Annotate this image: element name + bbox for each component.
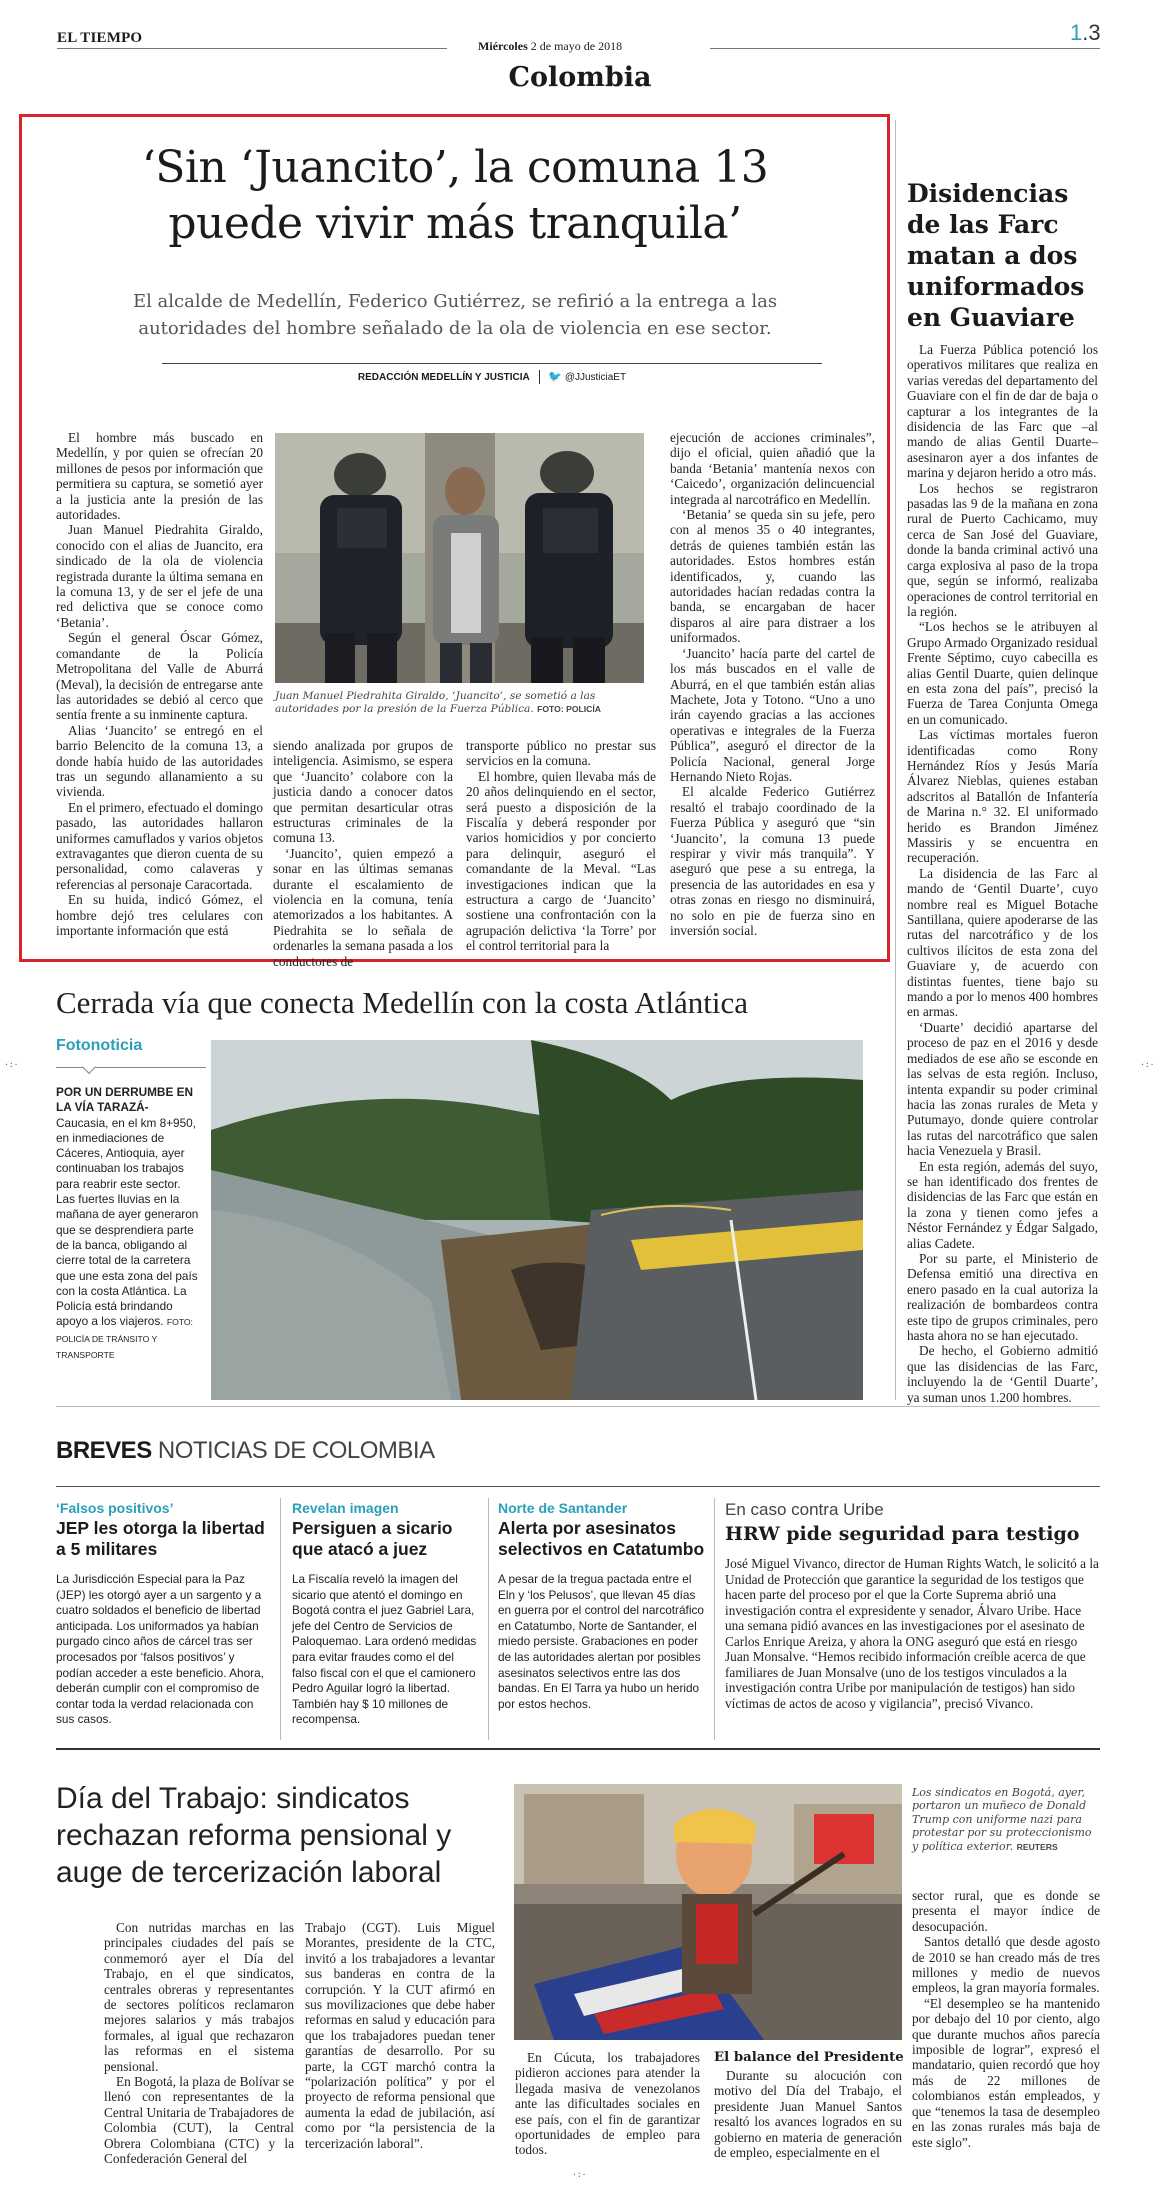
paragraph: Con nutridas marchas en las principales ciudades del país se conmemoró ayer el Día del Trabajo, en el que sindicatos, centrales obreras y representantes de sectores políticos reclamaron mejores salarios y más trabajos formales, al igual que rechazaron las reformas en el sistema pensional. (104, 1920, 294, 2074)
landslide-photo (211, 1040, 863, 1400)
main-col-2 (263, 738, 453, 969)
protest-photo-caption (912, 1786, 1100, 1854)
paragraph: El alcalde Federico Gutiérrez resaltó el trabajo coordinado de la Fuerza Pública y aseguró que “sin ‘Juancito’, la comuna 13 puede respirar y vivir más tranquila”. Y aseguró que pese a su entrega, la presencia de las autoridades en esa y otras zonas en riesgo no disminuirá, no solo en pie de fuerza sino en inversión social. (670, 784, 875, 938)
main-photo-caption (275, 690, 644, 716)
protest-photo (514, 1784, 902, 2040)
photo-news-text (56, 1085, 202, 1363)
kicker-notch (82, 1060, 96, 1074)
paragraph: La disidencia de las Farc al mando de ‘Gentil Duarte’, cuyo nombre real es Miguel Botache Santillana, quiere apoderarse de las rutas del narcotráfico y de los cultivos ilícitos de esta zona del Guaviare y, de acuerdo con distintas fuentes, tiene bajo su mando a por lo menos 400 hombres en armas. (907, 865, 1098, 1020)
breves-label-rest: NOTICIAS DE COLOMBIA (151, 1437, 435, 1464)
page-number (1070, 20, 1101, 46)
breve-divider (488, 1498, 489, 1740)
photo-news-headline: Cerrada vía que conecta Medellín con la costa Atlántica (56, 985, 749, 1020)
breve-body: José Miguel Vivanco, director de Human Rights Watch, le solicitó a la Unidad de Protección que garantice la seguridad de los testigos que hacen parte del proceso por el que la Corte Suprema abrió una investigación contra el expresidente y senador, Álvaro Uribe. Hace una semana pidió avances en las investigaciones por el asesinato de Carlos Enrique Areiza, y ahora la ONG aseguró que está en riesgo Juan Monsalve. “Hemos recibido información creíble acerca de que familiares de Juan Monsalve (uno de los testigos vinculados a la investigación contra Uribe por manipulación de testigos) han sido víctimas de actos de acoso y vigilancia”, precisó Vivanco. (725, 1556, 1099, 1711)
breves-label (56, 1437, 435, 1465)
breve-item (56, 1500, 271, 1728)
breve-body: A pesar de la tregua pactada entre el Eln y ‘los Pelusos’, que llevan 45 días en guerra por el control del narcotráfico en Catatumbo, Norte de Santander, el miedo persiste. Grabaciones en poder de las autoridades alertan por posibles asesinatos selectivos entre las dos bandas. En El Tarra ya hubo un herido por estos hechos. (498, 1572, 704, 1711)
byline (162, 370, 822, 384)
main-headline-line1: ‘Sin ‘Juancito’, la comuna 13 (141, 142, 769, 193)
paragraph: “Los hechos se le atribuyen al Grupo Armado Organizado residual Frente Séptimo, cuyo cabecilla es alias Gentil Duarte, quien delinque en esta zona del país”, precisó la Fuerza de Tarea Conjunta Omega en un comunicado. (907, 619, 1098, 727)
labor-col-4 (714, 2068, 902, 2160)
sidebar-headline-line: uniformados (907, 272, 1085, 301)
labor-headline-line: auge de tercerización laboral (56, 1856, 442, 1889)
registration-mark: ·:· (4, 1060, 19, 1069)
labor-headline-line: rechazan reforma pensional y (56, 1819, 452, 1852)
registration-mark: ·:· (572, 2170, 587, 2179)
main-headline-line2: puede vivir más tranquila’ (168, 198, 742, 249)
page-prefix: 1 (1070, 20, 1083, 45)
paragraph: ejecución de acciones criminales”, dijo el oficial, quien añadió que la banda ‘Betania’ mantenía nexos con ‘Caicedo’, organización delincuencial integrada al narcotráfico en Medellín. (670, 430, 875, 507)
paragraph: ‘Betania’ se queda sin su jefe, pero con al menos 35 o 40 integrantes, detrás de quienes también están las autoridades. Estos hombres están identificados, y, cuando las autoridades hacían redadas contra la banda, se encargaban de hacer disparos al aire para distraer a los uniformados. (670, 507, 875, 646)
page-date (478, 39, 622, 54)
paragraph: En esta región, además del suyo, se han identificado dos frentes de disidencias de las Farc que están en la zona y tienen como jefes a Néstor Fernández y Édgar Salgado, alias Cadete. (907, 1158, 1098, 1251)
photo-news-body: Caucasia, en el km 8+950, en inmediaciones de Cáceres, Antioquia, ayer continuaban los trabajos para reabrir este sector. Las fuertes lluvias en la mañana de ayer generaron que se desprendiera parte de la banca, obligando al cierre total de la carretera que une esta zona del país con la costa Atlántica. La Policía está brindando apoyo a los viajeros. (56, 1115, 199, 1329)
section-title: Colombia (508, 62, 652, 93)
registration-mark: ·:· (1140, 1060, 1155, 1069)
sidebar-headline-line: en Guaviare (907, 303, 1075, 332)
byline-text: REDACCIÓN MEDELLÍN Y JUSTICIA (357, 372, 530, 383)
photo-news-lead-title: POR UN DERRUMBE EN LA VÍA TARAZÁ- (56, 1085, 193, 1115)
paragraph: ‘Duarte’ decidió apartarse del proceso de paz en el 2016 y desde mediados de ese año se esconde en las selvas de esta región. Incluso, intenta expandir su poder criminal hacia las zonas rurales de Meta y Putumayo, donde quiere controlar las rutas del narcotráfico que salen hacia Venezuela y Brasil. (907, 1019, 1098, 1159)
caption-text: Juan Manuel Piedrahita Giraldo, ‘Juancito’, se sometió a las autoridades por la presión de la Fuerza Pública. (275, 690, 596, 715)
paragraph: En su huida, indicó Gómez, el hombre dejó tres celulares con importante información que está (56, 892, 263, 938)
masthead-rule-right (710, 48, 1100, 49)
breve-kicker: Norte de Santander (498, 1500, 628, 1516)
paper-logo: EL TIEMPO (57, 30, 143, 46)
paragraph: Durante su alocución con motivo del Día del Trabajo, el presidente Juan Manuel Santos resaltó los avances logrados en su gobierno en materia de generación de empleo, especialmente en el (714, 2068, 902, 2161)
date-rest: 2 de mayo de 2018 (527, 39, 623, 53)
paragraph: Juan Manuel Piedrahita Giraldo, conocido con el alias de Juancito, era sindicado de la ola de violencia registrada durante la última semana en la comuna 13, y de ser el jefe de una red delictiva que se conoce como ‘Betania’. (56, 522, 263, 630)
paragraph: Santos detalló que desde agosto de 2010 se han creado más de tres millones y medio de nuevos empleos, la gran mayoría formales. (912, 1934, 1100, 1996)
labor-headline (56, 1780, 506, 1891)
caption-credit: REUTERS (1016, 1841, 1058, 1852)
byline-divider (539, 370, 540, 384)
breve-kicker: ‘Falsos positivos’ (56, 1500, 174, 1516)
labor-col-2 (305, 1920, 495, 2160)
breves-bottom-rule (56, 1748, 1100, 1750)
paragraph: “El desempleo se ha mantenido por debajo del 10 por ciento, algo que durante muchos años parecía imposible de lograr”, expresó el mandatario, quien recordó que hoy más de 22 millones de colombianos están empleados, y que “tenemos la tasa de desempleo en las zonas rurales más baja de este siglo”. (912, 1995, 1100, 2150)
paragraph: Por su parte, el Ministerio de Defensa emitió una directiva en enero pasado en la cual autoriza la realización de bombardeos contra este tipo de grupos criminales, pero hasta ahora no se han ejecutado. (907, 1250, 1098, 1343)
sidebar-headline (907, 178, 1107, 333)
twitter-icon: 🐦 (548, 371, 563, 383)
paragraph: transporte público no prestar sus servicios en la comuna. (466, 738, 656, 769)
paragraph: siendo analizada por grupos de inteligencia. Asimismo, se espera que ‘Juancito’ colabore con la justicia dando a conocer datos que permitan desarticular otras estructuras criminales de la comuna 13. (273, 738, 453, 846)
sidebar-headline-line: matan a dos (907, 241, 1078, 270)
photo-news-bottom-rule (56, 1406, 1100, 1407)
main-dek (40, 288, 870, 342)
paragraph: ‘Juancito’ hacía parte del cartel de los más buscados en el valle de Aburrá, en el que también están alias Machete, Jota y Totono. “Uno a uno irán cayendo gracias a las acciones operativas e integrales de la Fuerza Pública”, aseguró el director de la Policía Nacional, general Jorge Hernando Nieto Rojas. (670, 645, 875, 784)
main-col-4 (670, 430, 875, 950)
paragraph: Los hechos se registraron pasadas las 9 de la mañana en zona rural de Puerto Cachicamo, muy cerca de San José del Guaviare, donde la banda criminal activó una carga explosiva al paso de la tropa que, según se informó, realizaba operaciones de control territorial en la región. (907, 480, 1098, 619)
labor-headline-line: Día del Trabajo: sindicatos (56, 1782, 410, 1815)
breve-divider (280, 1498, 281, 1740)
labor-col-3 (515, 2050, 700, 2160)
paragraph: Trabajo (CGT). Luis Miguel Morantes, presidente de la CTC, invitó a los trabajadores a levantar sus banderas en contra de la corrupción. Y la CUT afirmó en sus movilizaciones que debe haber reformas en salud y educación para que los trabajadores puedan tener garantías de desarrollo. Por su parte, la CGT marchó contra la “polarización política” y por el proyecto de reforma pensional que aumenta la edad de jubilación, así como por “la persistencia de la tercerización laboral”. (305, 1920, 495, 2151)
paragraph: El hombre más buscado en Medellín, y por quien se ofrecían 20 millones de pesos por información que permitiera su captura, se sometió ayer a la justicia ante la presión de las autoridades. (56, 430, 263, 523)
main-dek-line2: autoridades del hombre señalado de la ola de violencia en ese sector. (138, 318, 772, 339)
paragraph: En el primero, efectuado el domingo pasado, las autoridades hallaron uniformes camuflados y varios objetos extravagantes que dieron cuenta de su personalidad, como calaveras y referencias al personaje Caracortada. (56, 799, 263, 892)
main-headline (30, 140, 880, 252)
byline-rule-top (162, 363, 822, 364)
breves-rule (56, 1486, 1100, 1487)
paragraph: La Fuerza Pública potenció los operativos militares que realiza en varias veredas del departamento del Guaviare con el fin de dar de baja o capturar a los integrantes de la disidencia de las Farc que –al mando de alias Gentil Duarte– asesinaron ayer a dos infantes de marina y dejaron herido a otro más. (907, 342, 1098, 481)
sidebar-body (907, 342, 1098, 1405)
paragraph: sector rural, que es donde se presenta el mayor índice de desocupación. (912, 1888, 1100, 1934)
sidebar-divider (895, 120, 896, 1400)
paragraph: Según el general Óscar Gómez, comandante de la Policía Metropolitana del Valle de Aburrá (Meval), la decisión de entregarse ante las autoridades se debió al cerco que sentía frente a su inminente captura. (56, 630, 263, 723)
sidebar-headline-line: Disidencias (907, 179, 1069, 208)
caption-credit: FOTO: POLICÍA (537, 704, 601, 714)
main-col-1 (56, 430, 263, 950)
breves-label-bold: BREVES (56, 1437, 152, 1464)
breve-title: Persiguen a sicario que atacó a juez (292, 1518, 453, 1559)
caption-text: Los sindicatos en Bogotá, ayer, portaron un muñeco de Donald Trump con uniforme nazi para protestar por su proteccionismo y política exterior. (912, 1786, 1092, 1853)
breve-item (498, 1500, 708, 1712)
breve-kicker: En caso contra Uribe (725, 1500, 884, 1519)
photo-news-credit: FOTO: POLICÍA DE TRÁNSITO Y TRANSPORTE (56, 1317, 193, 1361)
breve-item (292, 1500, 482, 1728)
breve-title: JEP les otorga la libertad a 5 militares (56, 1518, 265, 1559)
paragraph: En Bogotá, la plaza de Bolívar se llenó con representantes de la Central Unitaria de Trabajadores de Colombia (CUT), la Central Obrera Colombiana (CTC) y la Confederación General del (104, 2074, 294, 2167)
main-photo (275, 433, 644, 683)
masthead-rule-left (57, 48, 447, 49)
main-dek-line1: El alcalde de Medellín, Federico Gutiérrez, se refirió a la entrega a las (132, 291, 778, 312)
paragraph: Alias ‘Juancito’ se entregó en el barrio Belencito de la comuna 13, a donde había huido de las autoridades tras un segundo allanamiento a su vivienda. (56, 722, 263, 800)
paragraph: En Cúcuta, los trabajadores pidieron acciones para atender la llegada masiva de venezolanos ante las dificultades sociales en ese país, con el fin de garantizar oportunidades de empleo para todos. (515, 2050, 700, 2158)
breve-title: HRW pide seguridad para testigo (725, 1523, 1080, 1545)
labor-subhead: El balance del Presidente (714, 2050, 904, 2065)
photo-news-kicker: Fotonoticia (56, 1037, 143, 1054)
breve-kicker: Revelan imagen (292, 1500, 399, 1516)
twitter-handle[interactable]: @JJusticiaET (564, 372, 627, 383)
breve-divider (714, 1498, 715, 1740)
main-col-3 (466, 738, 656, 953)
breve-title: Alerta por asesinatos selectivos en Catatumbo (498, 1518, 705, 1559)
page-number-value: .3 (1082, 20, 1101, 45)
paragraph: El hombre, quien llevaba más de 20 años delinquiendo en el sector, será puesto a disposición de la Fiscalía y deberá responder por varios homicidios y por concierto para delinquir, aseguró el comandante de la Meval. “Las investigaciones indican que la estructura a cargo de ‘Juancito’ sostiene una confrontación con la agrupación delictiva ‘la Torre’ por el control territorial para la (466, 768, 656, 954)
paragraph: Las víctimas mortales fueron identificadas como Rony Hernández Ríos y Jesús María Álvarez Nieblas, quienes estaban adscritos al Batallón de Infantería de Marina n.° 32. El uniformado herido es Brandon Jiménez Massiris y se encuentra en recuperación. (907, 727, 1098, 866)
paragraph: ‘Juancito’, quien empezó a sonar en las últimas semanas durante el escalamiento de violencia en la comuna, tenía atemorizados a los habitantes. A Piedrahita se lo señala de ordenarles la semana pasada a los conductores de (273, 845, 453, 969)
labor-col-5 (912, 1888, 1100, 2163)
breve-body: La Fiscalía reveló la imagen del sicario que atentó el domingo en Bogotá contra el juez Gabriel Lara, jefe del Centro de Servicios de Paloquemao. Lara ordenó medidas para evitar fraudes como el del falso fiscal con el que el camionero Pedro Aguilar logró la libertad. También hay $ 10 millones de recompensa. (292, 1572, 477, 1727)
labor-col-1 (104, 1920, 294, 2167)
sidebar-headline-line: de las Farc (907, 210, 1059, 239)
kicker-rule (56, 1067, 206, 1068)
breve-item (725, 1500, 1100, 1711)
breve-body: La Jurisdicción Especial para la Paz (JEP) les otorgó ayer a un sargento y a cuatro soldados el beneficio de libertad anticipada. Los uniformados ya habían purgado cinco años de cárcel tras ser procesados por ‘falsos positivos’ y podían acceder a este beneficio. Ahora, deberán cumplir con el compromiso de contar toda la verdad relacionada con sus casos. (56, 1572, 264, 1727)
paragraph: De hecho, el Gobierno admitió que las disidencias de las Farc, incluyendo la de ‘Gentil Duarte’, ya suman unos 1.200 hombres. (907, 1343, 1098, 1405)
date-weekday: Miércoles (478, 39, 528, 53)
